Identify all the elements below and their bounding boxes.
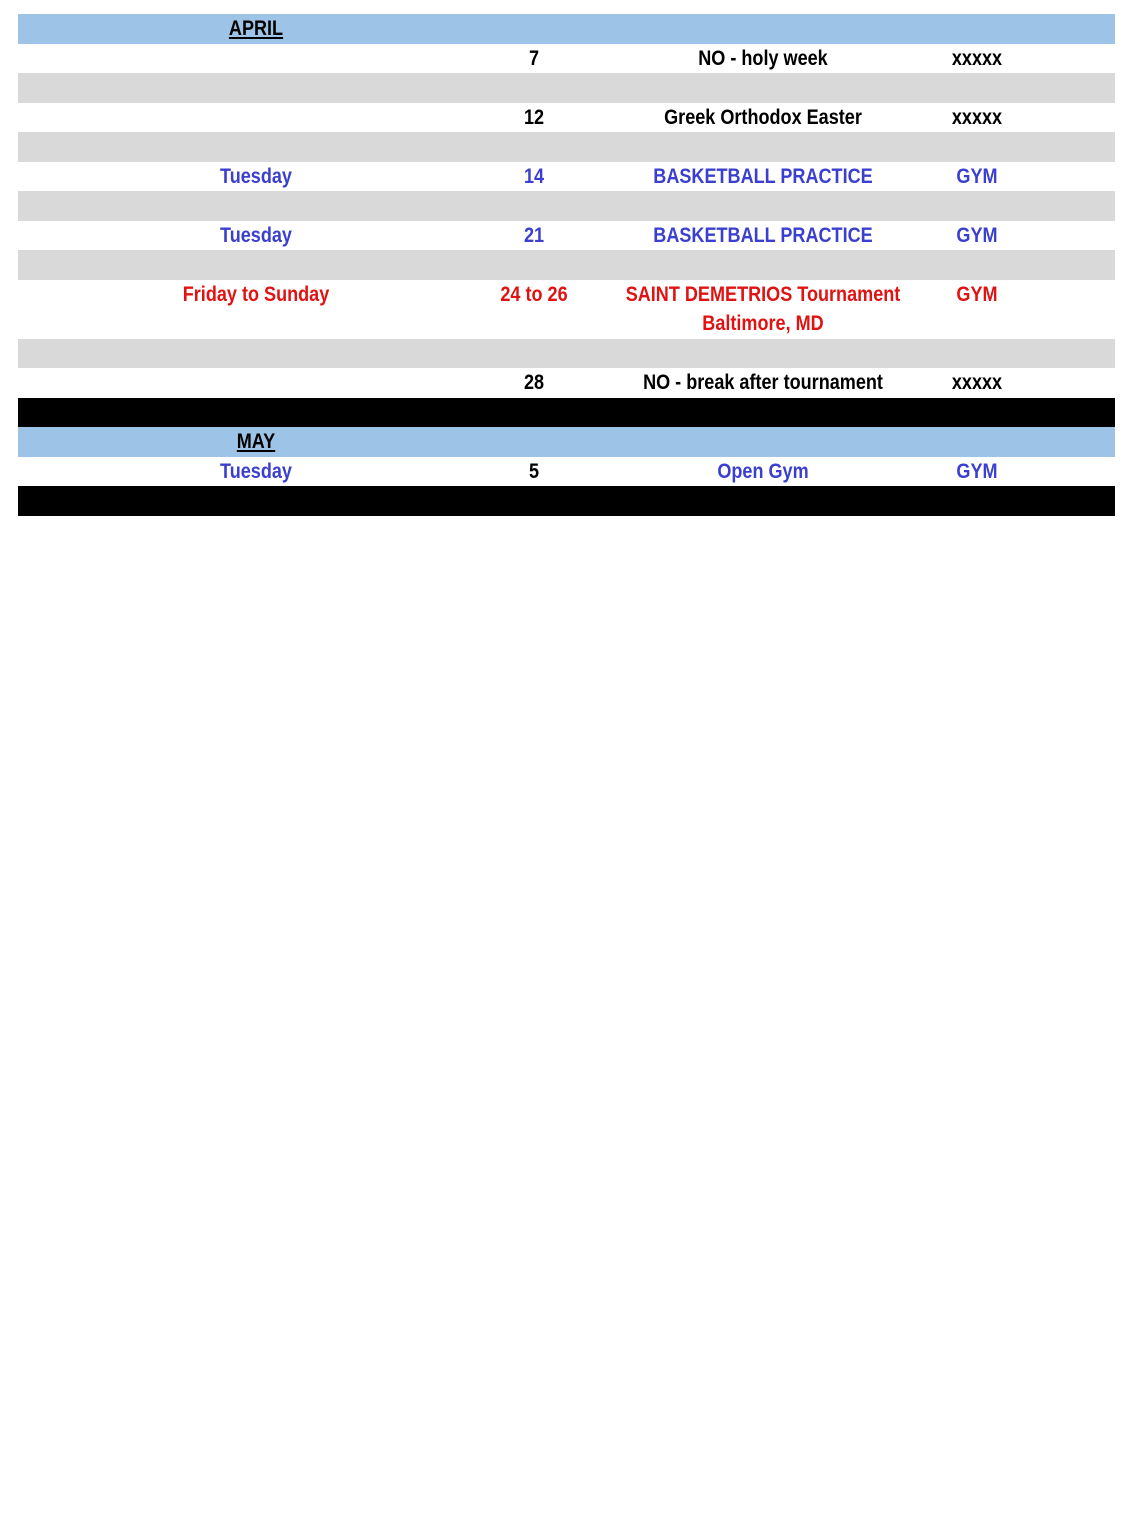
schedule-row <box>18 280 1115 339</box>
row-spacer <box>18 191 1115 221</box>
location-cell: xxxxx <box>951 105 1003 129</box>
event-cell: NO - break after tournament <box>643 371 883 394</box>
row-spacer <box>18 339 1115 369</box>
date-cell: 7 <box>528 46 540 70</box>
date-cell: 5 <box>528 459 540 483</box>
month-label: APRIL <box>228 17 284 40</box>
month-header-april <box>18 14 1115 44</box>
schedule-table <box>18 14 1115 516</box>
event-cell: NO - holy week <box>698 46 828 70</box>
month-label: MAY <box>236 430 276 453</box>
date-cell: 28 <box>523 371 545 394</box>
schedule-row <box>18 103 1115 133</box>
location-cell: GYM <box>956 282 998 306</box>
section-divider <box>18 486 1115 516</box>
event-cell: BASKETBALL PRACTICE <box>653 164 873 188</box>
event-cell <box>613 280 914 339</box>
date-cell: 24 to 26 <box>500 282 568 306</box>
date-cell: 21 <box>523 223 545 247</box>
schedule-row <box>18 368 1115 398</box>
event-line-1: SAINT DEMETRIOS Tournament <box>625 282 901 306</box>
date-cell: 14 <box>523 164 545 188</box>
location-cell: xxxxx <box>951 371 1003 394</box>
event-cell: BASKETBALL PRACTICE <box>653 223 873 247</box>
day-cell: Tuesday <box>220 223 292 247</box>
row-spacer <box>18 73 1115 103</box>
day-cell: Tuesday <box>220 164 292 188</box>
schedule-row <box>18 162 1115 192</box>
date-cell: 12 <box>523 105 545 129</box>
day-cell: Friday to Sunday <box>182 282 330 306</box>
schedule-row <box>18 221 1115 251</box>
location-cell: GYM <box>956 459 998 483</box>
day-cell: Tuesday <box>220 459 292 483</box>
row-spacer <box>18 132 1115 162</box>
location-cell: xxxxx <box>951 46 1003 70</box>
row-spacer <box>18 250 1115 280</box>
event-cell: Open Gym <box>717 459 809 483</box>
location-cell: GYM <box>956 164 998 188</box>
schedule-row <box>18 457 1115 487</box>
month-header-may <box>18 427 1115 457</box>
event-cell: Greek Orthodox Easter <box>664 105 862 129</box>
event-line-2: Baltimore, MD <box>702 312 824 335</box>
section-divider <box>18 398 1115 428</box>
schedule-row <box>18 44 1115 74</box>
location-cell: GYM <box>956 223 998 247</box>
